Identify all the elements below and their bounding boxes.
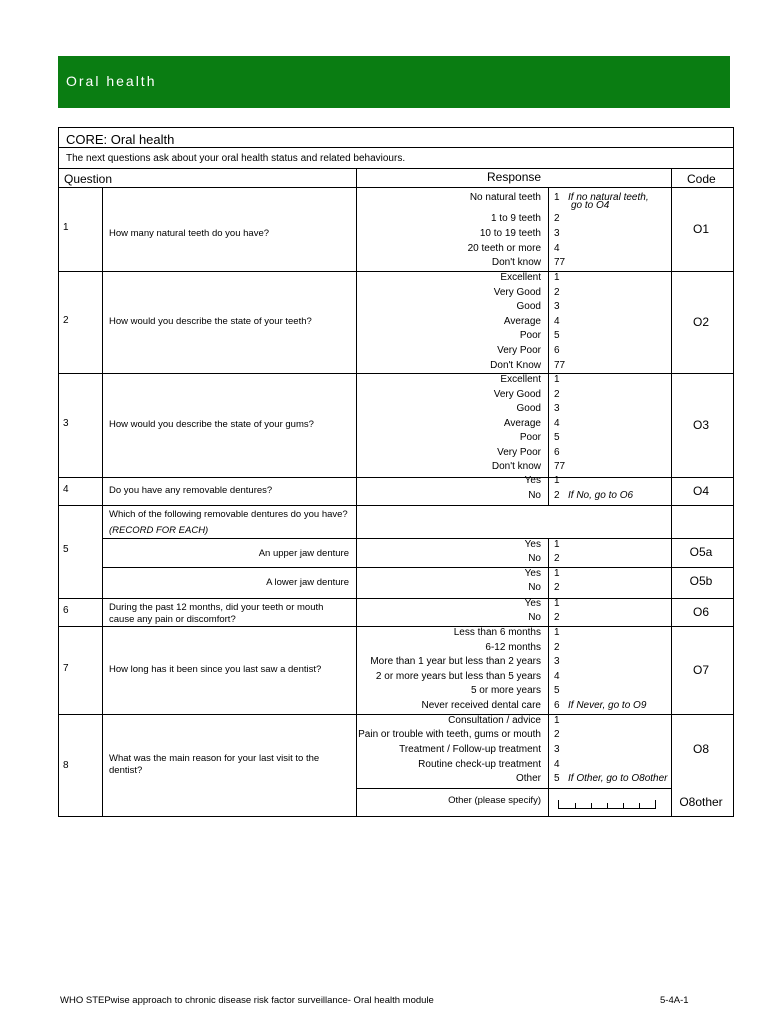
box-tick (591, 803, 592, 808)
table-rule (102, 271, 103, 374)
other-specify-label: Other (please specify) (448, 795, 541, 806)
table-rule (548, 271, 549, 374)
response-value: 2 (554, 389, 560, 400)
table-rule (58, 271, 734, 272)
table-rule (548, 373, 549, 478)
response-label: Pain or trouble with teeth, gums or mouth (358, 729, 541, 740)
table-rule (548, 598, 549, 627)
response-value: 77 (554, 360, 566, 371)
sub-question-text: A lower jaw denture (266, 577, 349, 588)
response-value: 1 (554, 627, 560, 638)
response-label: 6-12 months (485, 642, 541, 653)
footer-title: WHO STEPwise approach to chronic disease risk factor surveillance- Oral health module (60, 995, 434, 1006)
page-number: 5-4A-1 (660, 995, 689, 1006)
response-value: 77 (554, 461, 566, 472)
box-tick (639, 803, 640, 808)
table-rule (102, 714, 103, 817)
table-rule (58, 168, 734, 169)
question-instruction: (RECORD FOR EACH) (109, 525, 209, 536)
table-rule (102, 187, 103, 272)
response-label: 1 to 9 teeth (490, 213, 541, 224)
table-rule (58, 477, 734, 478)
table-rule (548, 538, 549, 599)
table-rule (58, 127, 734, 128)
response-label: Don't know (491, 461, 541, 472)
table-rule (356, 788, 672, 789)
response-label: Good (516, 301, 541, 312)
table-rule (356, 168, 357, 188)
response-value: 6 (554, 447, 560, 458)
question-code: O3 (692, 418, 709, 432)
table-rule (671, 626, 672, 715)
table-rule (58, 147, 734, 148)
table-rule (356, 714, 357, 817)
box-tick (607, 803, 608, 808)
table-rule (671, 187, 672, 272)
question-number: 2 (63, 315, 69, 326)
question-code: O7 (692, 663, 709, 677)
response-value: 2 (554, 490, 560, 501)
response-value: 1 (554, 539, 560, 550)
sub-question-text: An upper jaw denture (258, 548, 349, 559)
table-rule (356, 271, 357, 374)
table-rule (356, 598, 357, 627)
response-value: 5 (554, 773, 560, 784)
table-rule (356, 626, 357, 715)
table-rule (102, 373, 103, 478)
question-number: 6 (63, 605, 69, 616)
table-rule (58, 598, 734, 599)
question-number: 1 (63, 222, 69, 233)
response-value: 1 (554, 715, 560, 726)
question-number: 5 (63, 544, 69, 555)
response-label: No (528, 582, 541, 593)
response-label: 2 or more years but less than 5 years (375, 671, 541, 682)
table-rule (671, 714, 672, 817)
response-value: 5 (554, 330, 560, 341)
table-rule (671, 271, 672, 374)
table-rule (671, 168, 672, 188)
question-code: O5a (689, 545, 713, 559)
response-label: Very Poor (497, 345, 541, 356)
column-header-code: Code (687, 172, 716, 186)
column-header-question: Question (64, 172, 113, 186)
question-number: 4 (63, 484, 69, 495)
skip-instruction: If Other, go to O8other (568, 773, 668, 784)
skip-instruction: If Never, go to O9 (568, 700, 647, 711)
response-label: Less than 6 months (453, 627, 541, 638)
response-value: 6 (554, 345, 560, 356)
table-rule (102, 626, 103, 715)
response-value: 4 (554, 418, 560, 429)
response-label: No natural teeth (469, 192, 541, 203)
response-value: 77 (554, 257, 566, 268)
response-value: 2 (554, 729, 560, 740)
response-label: Very Poor (497, 447, 541, 458)
response-label: Yes (524, 568, 541, 579)
response-label: 10 to 19 teeth (479, 228, 541, 239)
response-label: No (528, 612, 541, 623)
response-value: 2 (554, 287, 560, 298)
response-label: No (528, 553, 541, 564)
response-value: 4 (554, 671, 560, 682)
response-value: 6 (554, 700, 560, 711)
response-label: More than 1 year but less than 2 years (370, 656, 541, 667)
table-rule (58, 373, 734, 374)
question-code: O6 (692, 605, 709, 619)
table-rule (548, 477, 549, 506)
response-value: 3 (554, 656, 560, 667)
response-label: Excellent (500, 272, 541, 283)
table-rule (548, 714, 549, 817)
skip-instruction: If No, go to O6 (568, 490, 634, 501)
response-value: 1 (554, 568, 560, 579)
response-label: Poor (519, 432, 541, 443)
table-rule (58, 626, 734, 627)
response-label: Yes (524, 598, 541, 609)
section-title: CORE: Oral health (66, 132, 175, 147)
response-value: 2 (554, 213, 560, 224)
response-label: 20 teeth or more (467, 243, 541, 254)
question-text: Do you have any removable dentures? (109, 485, 273, 496)
question-number: 3 (63, 418, 69, 429)
question-text: How many natural teeth do you have? (109, 228, 270, 239)
response-value: 2 (554, 642, 560, 653)
question-code: O5b (689, 574, 713, 588)
response-label: Poor (519, 330, 541, 341)
response-label: Consultation / advice (448, 715, 541, 726)
response-label: Average (503, 316, 541, 327)
table-rule (356, 373, 357, 478)
box-tick (623, 803, 624, 808)
skip-instruction: go to O4 (571, 200, 610, 211)
response-label: Very Good (493, 389, 541, 400)
response-label: Other (515, 773, 541, 784)
question-number: 8 (63, 760, 69, 771)
response-value: 5 (554, 685, 560, 696)
response-label: Yes (524, 539, 541, 550)
column-header-response: Response (487, 170, 542, 184)
response-value: 4 (554, 316, 560, 327)
response-label: No (528, 490, 541, 501)
table-rule (671, 598, 672, 627)
question-text: Which of the following removable dentures do you have? (109, 509, 348, 520)
question-text: How long has it been since you last saw a dentist? (109, 664, 322, 675)
question-text: dentist? (109, 765, 143, 776)
response-label: Good (516, 403, 541, 414)
response-value: 1 (554, 598, 560, 609)
response-label: Routine check-up treatment (418, 759, 541, 770)
response-value: 1 (554, 192, 560, 203)
table-rule (671, 477, 672, 506)
table-rule (58, 505, 734, 506)
response-value: 3 (554, 228, 560, 239)
response-value: 2 (554, 582, 560, 593)
question-text: How would you describe the state of your gums? (109, 419, 314, 430)
response-value: 1 (554, 272, 560, 283)
section-intro: The next questions ask about your oral health status and related behaviours. (66, 153, 406, 164)
table-rule (356, 187, 357, 272)
table-rule (671, 373, 672, 478)
response-value: 3 (554, 403, 560, 414)
response-label: Average (503, 418, 541, 429)
table-rule (58, 714, 734, 715)
question-text: What was the main reason for your last visit to the (109, 753, 320, 764)
response-value: 4 (554, 243, 560, 254)
question-code: O1 (692, 222, 709, 236)
other-specify-boxes[interactable] (558, 800, 656, 809)
table-rule (58, 187, 734, 188)
question-code: O4 (692, 484, 709, 498)
response-label: 5 or more years (470, 685, 541, 696)
response-label: Don't Know (490, 360, 541, 371)
response-label: Never received dental care (421, 700, 541, 711)
table-rule (102, 598, 103, 627)
response-value: 3 (554, 744, 560, 755)
response-value: 1 (554, 475, 560, 486)
table-rule (548, 626, 549, 715)
table-rule (356, 505, 357, 599)
response-label: Yes (524, 475, 541, 486)
response-value: 2 (554, 553, 560, 564)
response-value: 1 (554, 374, 560, 385)
question-code: O8other (679, 795, 723, 809)
table-rule (102, 505, 103, 599)
response-value: 4 (554, 759, 560, 770)
table-rule (102, 538, 734, 539)
table-rule (102, 477, 103, 506)
banner-title: Oral health (66, 73, 157, 89)
question-text: cause any pain or discomfort? (109, 614, 236, 625)
table-rule (356, 477, 357, 506)
table-rule (102, 567, 734, 568)
question-text: During the past 12 months, did your teeth or mouth (109, 602, 324, 613)
question-text: How would you describe the state of your teeth? (109, 316, 312, 327)
response-value: 2 (554, 612, 560, 623)
response-label: Very Good (493, 287, 541, 298)
table-rule (548, 187, 549, 272)
response-label: Don't know (491, 257, 541, 268)
question-number: 7 (63, 663, 69, 674)
table-rule (58, 816, 734, 817)
table-rule (671, 505, 672, 599)
box-tick (575, 803, 576, 808)
response-label: Treatment / Follow-up treatment (399, 744, 541, 755)
skip-instruction: If no natural teeth, (568, 192, 649, 203)
question-code: O8 (692, 742, 709, 756)
question-code: O2 (692, 315, 709, 329)
response-label: Excellent (500, 374, 541, 385)
response-value: 5 (554, 432, 560, 443)
response-value: 3 (554, 301, 560, 312)
